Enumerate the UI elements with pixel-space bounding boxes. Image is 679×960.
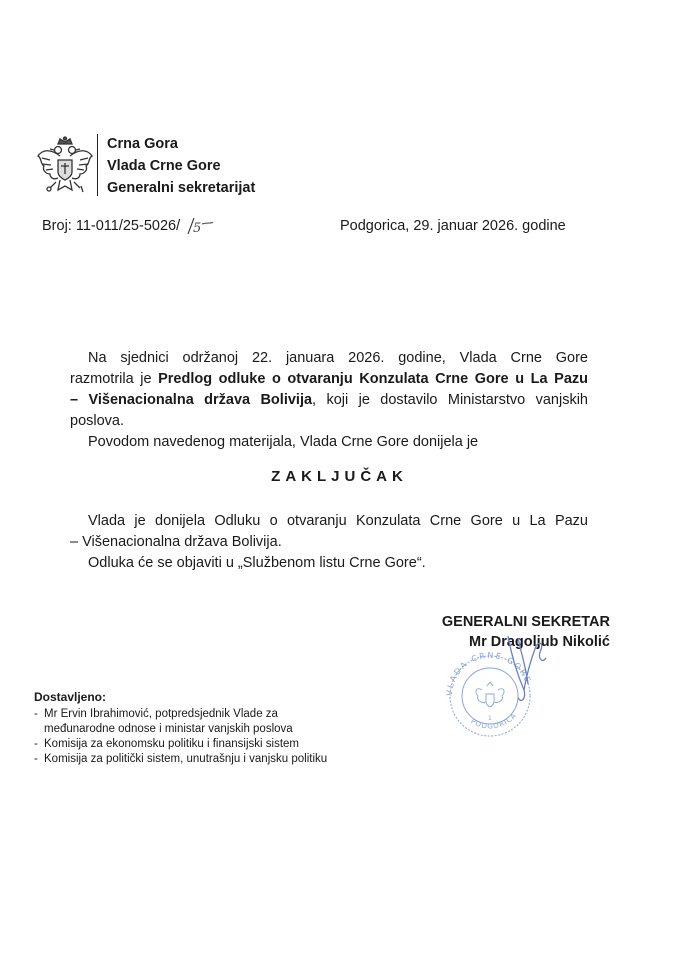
decision-title-part-1: Predlog odluke o otvaranju Konzulata Crne Gore u La Pazu	[158, 371, 588, 387]
handwritten-suffix: 5	[193, 221, 202, 236]
intro-line-3-end: , koji je dostavilo Ministarstvo vanjskih	[312, 392, 588, 408]
conclusion-line-2: – Višenacionalna država Bolivija.	[70, 534, 282, 550]
intro-line-4: poslova.	[70, 413, 125, 429]
decision-title-part-2: – Višenacionalna država Bolivija	[70, 392, 313, 408]
handwritten-signature-icon	[498, 628, 558, 708]
distribution-title: Dostavljeno:	[34, 690, 107, 704]
header-divider	[97, 134, 98, 196]
org-country: Crna Gora	[107, 136, 178, 152]
handwritten-reference-suffix	[174, 214, 214, 240]
signatory-name: Mr Dragoljub Nikolić	[469, 634, 610, 650]
conclusion-line-1: Vlada je donijela Odluku o otvaranju Konzulata Crne Gore u La Pazu	[88, 513, 588, 529]
stamp-number: 1	[488, 715, 492, 722]
recipient-3: Komisija za politički sistem, unutrašnju i vanjsku politiku	[44, 753, 328, 765]
reference-number: Broj: 11-011/25-5026/	[42, 218, 181, 234]
recipient-item	[34, 752, 327, 767]
intro-line-2-start: razmotrila je	[70, 371, 159, 387]
intro-line-2	[70, 369, 588, 390]
stamp-text-bottom: PODGORICA	[469, 711, 519, 731]
signature-block	[380, 612, 610, 652]
stamp-text-top: VLADA CRNE GORE	[444, 650, 533, 697]
org-government: Vlada Crne Gore	[107, 158, 221, 174]
recipients-list	[34, 707, 327, 767]
intro-line-3	[70, 390, 588, 411]
organization-header	[107, 133, 255, 199]
recipient-2: Komisija za ekonomsku politiku i finansijski sistem	[44, 738, 300, 750]
recipient-item	[34, 707, 327, 737]
recipient-item	[34, 737, 327, 752]
org-secretariat: Generalni sekretarijat	[107, 180, 256, 196]
recipient-1-line-2: međunarodne odnose i ministar vanjskih poslova	[44, 723, 293, 735]
place-and-date: Podgorica, 29. januar 2026. godine	[340, 218, 566, 234]
recipient-1-line-1: Mr Ervin Ibrahimović, potpredsjednik Vlade za	[44, 708, 278, 720]
intro-paragraph	[70, 348, 588, 453]
distribution-list	[34, 690, 327, 767]
svg-text:PODGORICA	[469, 711, 518, 730]
intro-line-5: Povodom navedenog materijala, Vlada Crne Gore donijela je	[88, 434, 479, 450]
coat-of-arms-icon	[36, 136, 94, 196]
conclusion-line-3: Odluka će se objaviti u „Službenom listu Crne Gore“.	[88, 555, 426, 571]
conclusion-heading: ZAKLJUČAK	[271, 468, 408, 485]
intro-line-1: Na sjednici održanoj 22. januara 2026. godine, Vlada Crne Gore	[88, 350, 588, 366]
conclusion-paragraph	[70, 511, 588, 574]
signatory-title: GENERALNI SEKRETAR	[441, 614, 610, 630]
